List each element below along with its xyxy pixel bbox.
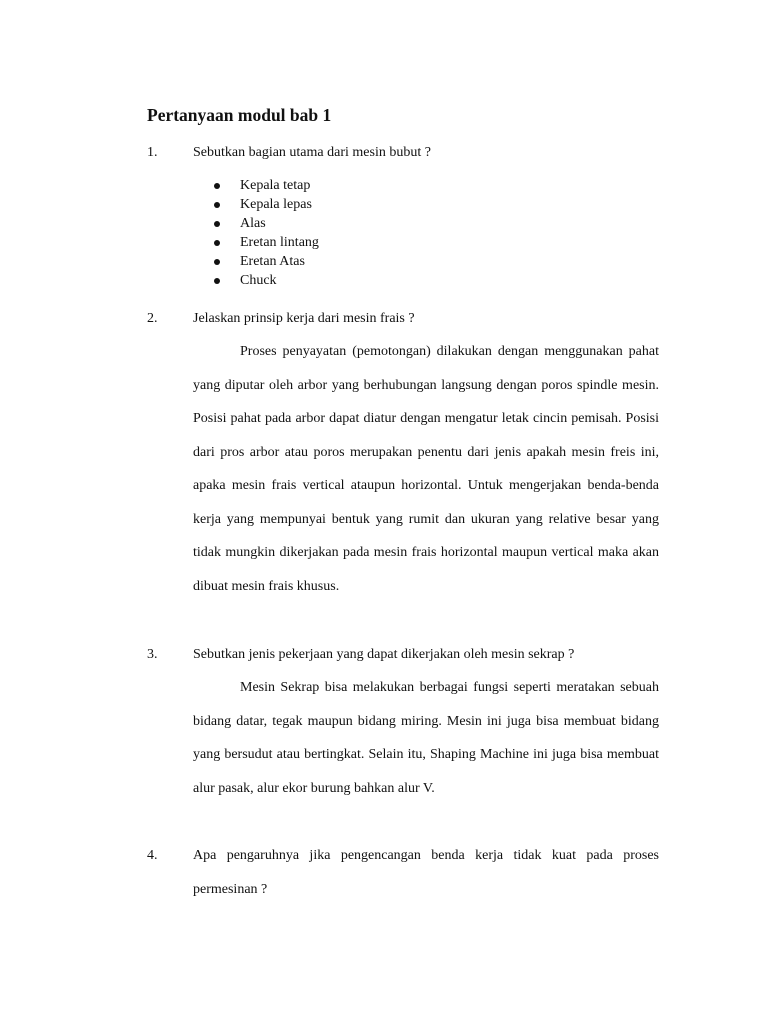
list-item-label: Kepala lepas [240,197,312,212]
question-text: Sebutkan jenis pekerjaan yang dapat dikerjakan oleh mesin sekrap ? [193,647,575,662]
list-item-label: Eretan Atas [240,254,305,269]
question-number: 2. [147,311,158,326]
list-item [147,176,319,195]
question-number: 4. [147,848,158,863]
list-item-label: Kepala tetap [240,178,311,193]
bullet-icon [214,221,220,227]
bullet-icon [214,183,220,189]
list-item [147,252,319,271]
bullet-icon [214,240,220,246]
bullet-icon [214,259,220,265]
list-item [147,233,319,252]
list-item-label: Eretan lintang [240,235,319,250]
answer-paragraph: Mesin Sekrap bisa melakukan berbagai fungsi seperti meratakan sebuah bidang datar, tegak maupun bidang miring. Mesin ini juga bisa membuat bidang yang bersudut atau bertingkat. Selain itu, Shaping Machine ini juga bisa membuat alur pasak, alur ekor burung bahkan alur V. [193,680,659,796]
question-text: Jelaskan prinsip kerja dari mesin frais ? [193,311,415,326]
list-item [147,271,319,290]
question-text: Sebutkan bagian utama dari mesin bubut ? [193,145,431,160]
list-item-label: Alas [240,216,266,231]
bullet-icon [214,202,220,208]
bullet-icon [214,278,220,284]
list-item-label: Chuck [240,273,277,288]
question-text: Apa pengaruhnya jika pengencangan benda kerja tidak kuat pada proses permesinan ? [193,848,659,897]
question-number: 3. [147,647,158,662]
answer-list [147,176,319,290]
list-item [147,214,319,233]
question-number: 1. [147,145,158,160]
list-item [147,195,319,214]
page-title: Pertanyaan modul bab 1 [147,105,332,125]
answer-paragraph: Proses penyayatan (pemotongan) dilakukan dengan menggunakan pahat yang diputar oleh arbor yang berhubungan langsung dengan poros spindle mesin. Posisi pahat pada arbor dapat diatur dengan mengatur letak cincin pemisah. Posisi dari pros arbor atau poros merupakan penentu dari jenis apakah mesin freis ini, apaka mesin frais vertical ataupun horizontal. Untuk mengerjakan benda-benda kerja yang mempunyai bentuk yang rumit dan ukuran yang relative besar yang tidak mungkin dikerjakan pada mesin frais horizontal maupun vertical maka akan dibuat mesin frais khusus. [193,344,659,594]
